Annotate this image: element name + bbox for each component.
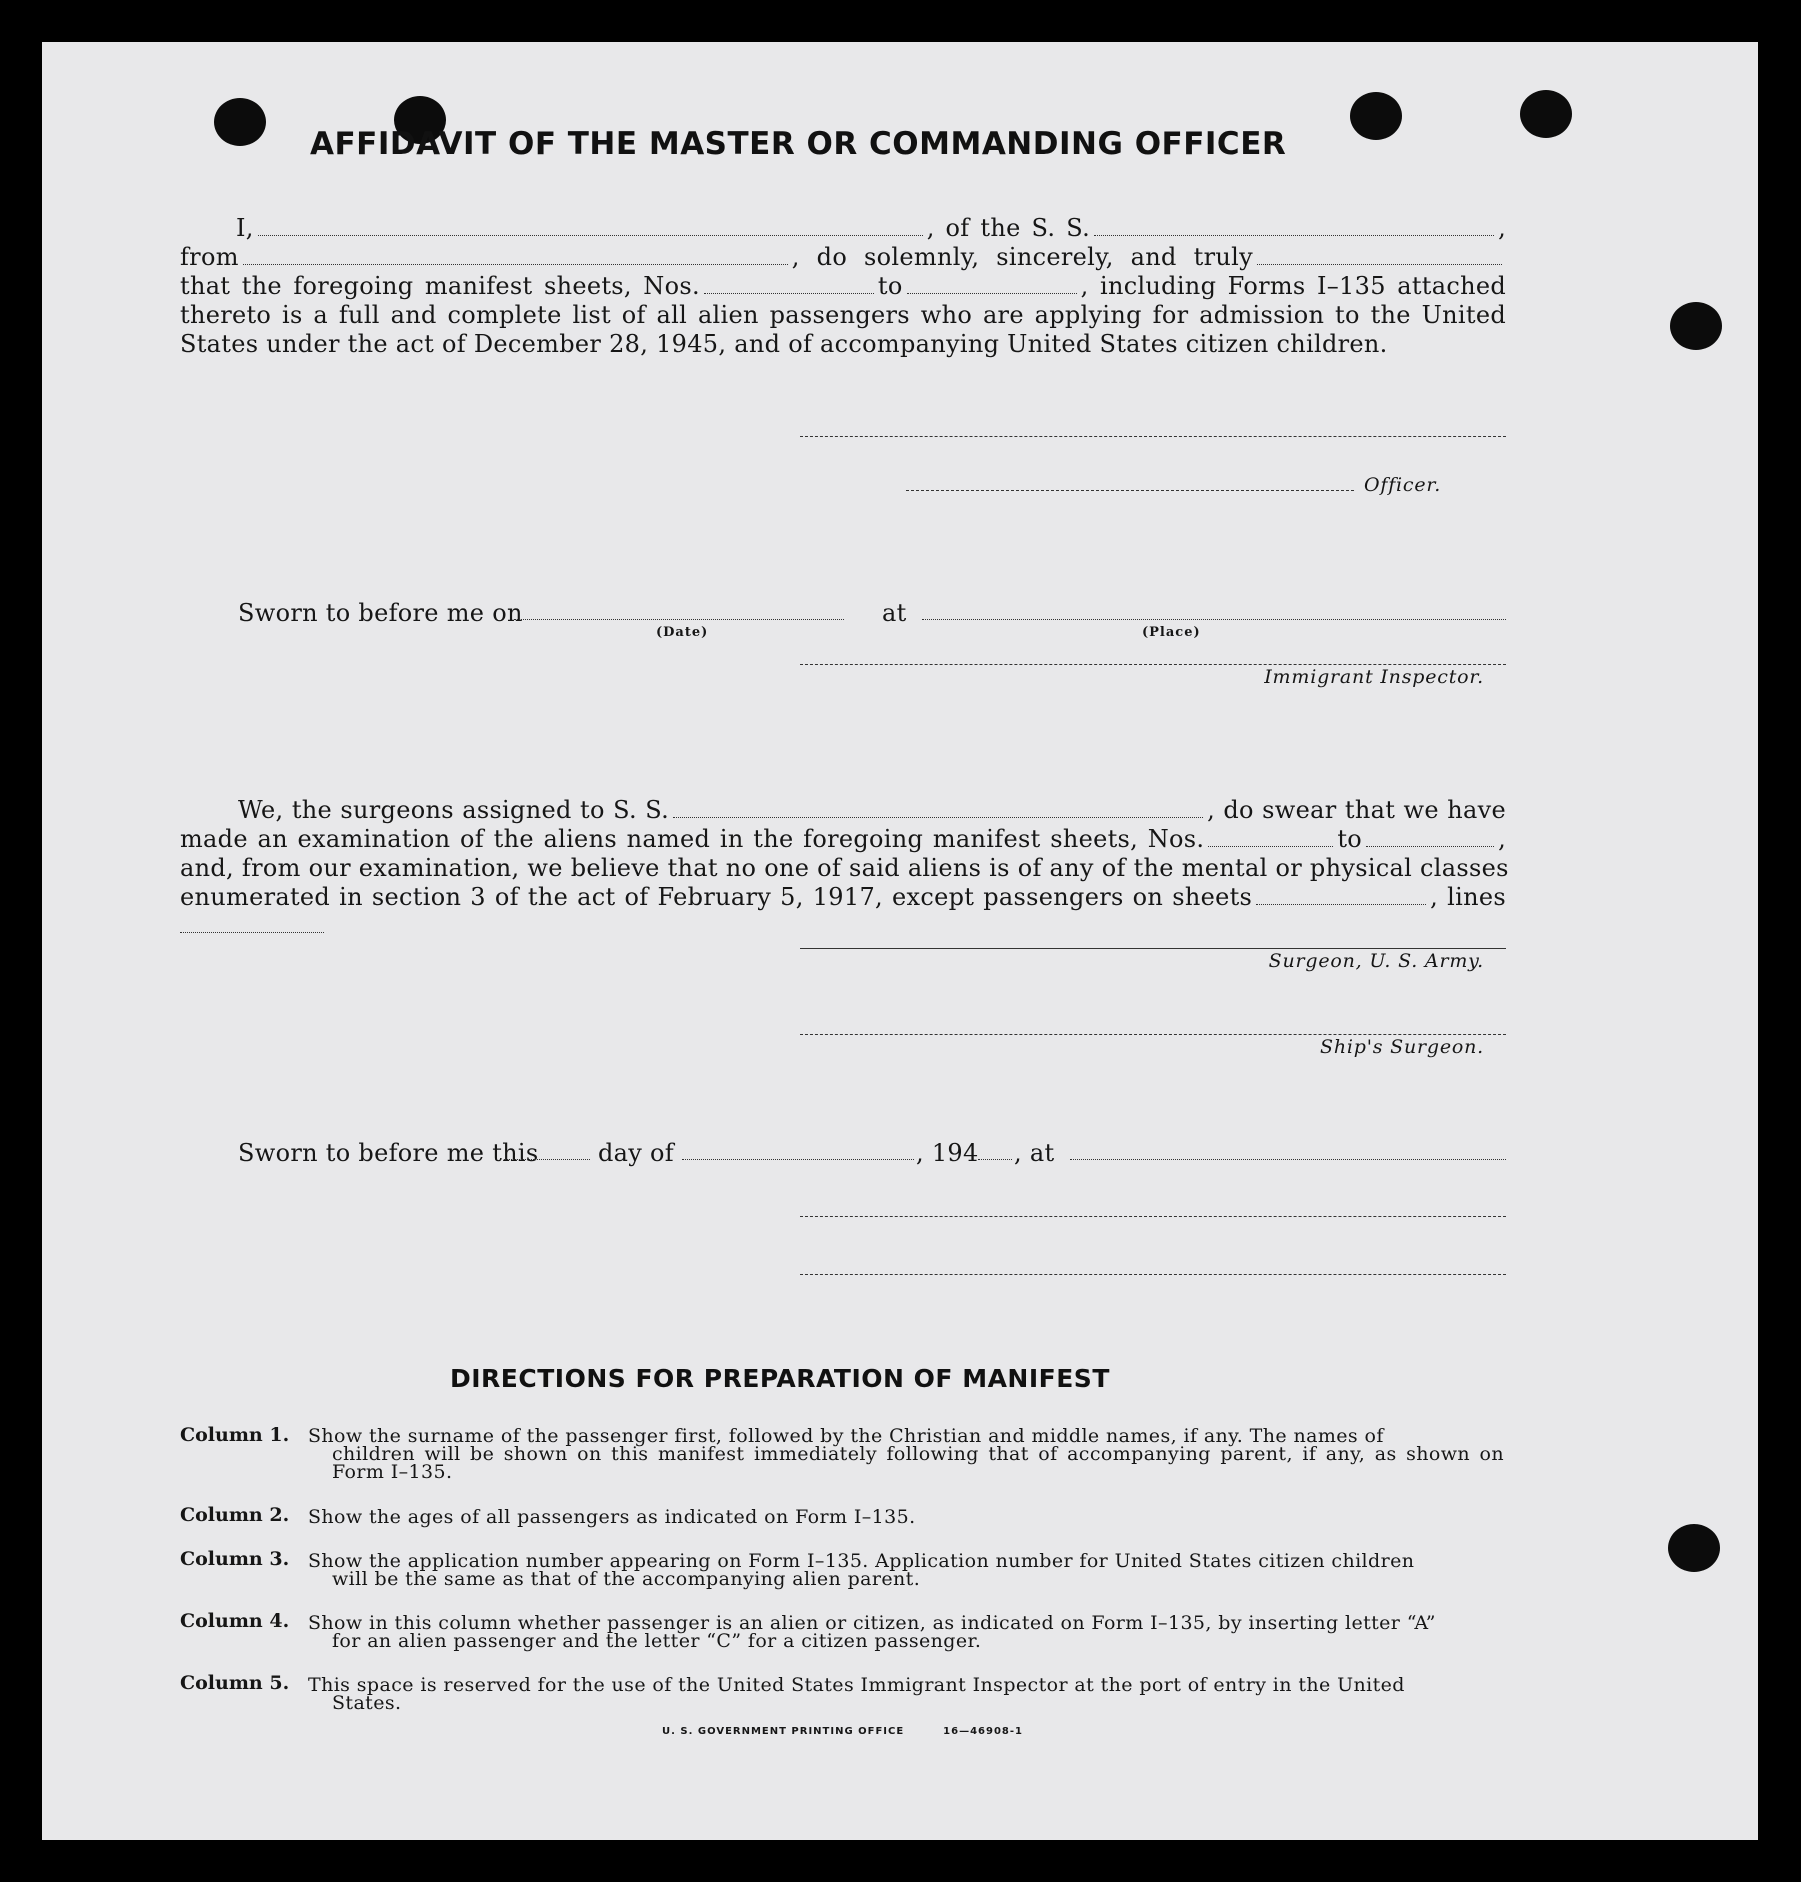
text: , — [1498, 214, 1506, 242]
column-4-label: Column 4. — [180, 1610, 290, 1632]
column-4-text — [308, 1614, 1504, 1650]
surgeons-line-1 — [180, 796, 1506, 825]
affidavit-line-4: thereto is a full and complete list of all alien passengers who are applying for admission to the United — [180, 301, 1506, 329]
text: Show the application number appearing on Form I–135. Application number for United States citizen children — [308, 1550, 1415, 1572]
affidavit-line-5: States under the act of December 28, 1945, and of accompanying United States citizen children. — [180, 330, 1388, 358]
affidavit-line-1 — [180, 214, 1506, 243]
text: will be the same as that of the accompanying alien parent. — [332, 1568, 921, 1590]
text: , do solemnly, sincerely, and truly — [791, 243, 1253, 271]
day-of-label: day of — [598, 1139, 674, 1167]
place-caption: (Place) — [1142, 625, 1201, 640]
column-2-label: Column 2. — [180, 1504, 290, 1526]
text: made an examination of the aliens named in the foregoing manifest sheets, Nos. — [180, 825, 1205, 853]
sworn-this-label: Sworn to before me this — [238, 1139, 539, 1167]
punch-hole — [1520, 90, 1572, 138]
form-page — [42, 42, 1758, 1840]
surgeons-line-2 — [180, 825, 1506, 854]
text: children will be shown on this manifest immediately following that of accompanying parent, if any, as shown on Form I–135. — [332, 1443, 1504, 1483]
punch-hole — [1668, 1524, 1720, 1572]
date-caption: (Date) — [656, 625, 709, 640]
text: enumerated in section 3 of the act of February 5, 1917, except passengers on sheets — [180, 883, 1253, 911]
column-1-label: Column 1. — [180, 1424, 290, 1446]
form-code: 16—46908-1 — [943, 1726, 1023, 1737]
at-label-2: , at — [1014, 1139, 1055, 1167]
column-2-text — [308, 1508, 1504, 1526]
column-3-text — [308, 1552, 1504, 1588]
text: Show in this column whether passenger is an alien or citizen, as indicated on Form I–135, by inserting letter “A” — [308, 1612, 1436, 1634]
ship-name-blank[interactable] — [1094, 217, 1494, 236]
title-line[interactable] — [800, 1274, 1506, 1275]
printer-text: U. S. GOVERNMENT PRINTING OFFICE — [662, 1726, 905, 1737]
sworn-on-label: Sworn to before me on — [238, 599, 523, 627]
signature-line[interactable] — [800, 1216, 1506, 1217]
lines-blank[interactable] — [180, 932, 324, 933]
surgeons-line-4 — [180, 883, 1506, 912]
text: I, — [236, 214, 254, 242]
text: , do swear that we have — [1207, 796, 1506, 824]
ship-surgeon-caption: Ship's Surgeon. — [1320, 1036, 1484, 1058]
column-3-label: Column 3. — [180, 1548, 290, 1570]
punch-hole — [1670, 302, 1722, 350]
text: , lines — [1430, 883, 1506, 911]
affidavit-line-3 — [180, 272, 1506, 301]
at-label: at — [882, 599, 907, 627]
month-blank[interactable] — [682, 1159, 914, 1160]
sheet-to-blank[interactable] — [907, 275, 1077, 294]
text: , of the S. S. — [926, 214, 1091, 242]
year-blank[interactable] — [978, 1159, 1012, 1160]
column-1-text — [308, 1427, 1504, 1481]
surgeons-sheet-to-blank[interactable] — [1366, 828, 1494, 847]
year-label: , 194 — [916, 1139, 979, 1167]
inspector-signature-line[interactable] — [800, 664, 1506, 665]
printer-footer — [662, 1726, 1023, 1737]
ship-surgeon-signature-line[interactable] — [800, 1034, 1506, 1035]
place-blank-2[interactable] — [1070, 1159, 1506, 1160]
officer-signature-line[interactable] — [800, 436, 1506, 437]
text: from — [180, 243, 239, 271]
place-blank[interactable] — [922, 619, 1506, 620]
text: that the foregoing manifest sheets, Nos. — [180, 272, 700, 300]
from-blank[interactable] — [243, 246, 788, 265]
surgeons-ship-blank[interactable] — [673, 799, 1203, 818]
surgeons-sheet-from-blank[interactable] — [1208, 828, 1333, 847]
officer-caption: Officer. — [1364, 474, 1442, 496]
text: to — [877, 272, 903, 300]
punch-hole — [1350, 92, 1402, 140]
text: Show the ages of all passengers as indicated on Form I–135. — [308, 1506, 916, 1528]
text: , — [1498, 825, 1506, 853]
column-5-text — [308, 1676, 1504, 1712]
directions-title: DIRECTIONS FOR PREPARATION OF MANIFEST — [450, 1364, 1110, 1393]
affidavit-title: AFFIDAVIT OF THE MASTER OR COMMANDING OFFICER — [310, 126, 1287, 162]
army-surgeon-signature-line[interactable] — [800, 948, 1506, 949]
text: to — [1337, 825, 1363, 853]
inspector-caption: Immigrant Inspector. — [1264, 666, 1484, 688]
day-blank[interactable] — [504, 1159, 590, 1160]
except-sheets-blank[interactable] — [1256, 886, 1426, 905]
oath-blank[interactable] — [1257, 246, 1502, 265]
sheet-from-blank[interactable] — [704, 275, 874, 294]
column-5-label: Column 5. — [180, 1672, 290, 1694]
affidavit-line-2 — [180, 243, 1506, 272]
army-surgeon-caption: Surgeon, U. S. Army. — [1268, 950, 1484, 972]
text: for an alien passenger and the letter “C” for a citizen passenger. — [332, 1630, 982, 1652]
name-blank[interactable] — [258, 217, 923, 236]
surgeons-line-3: and, from our examination, we believe that no one of said aliens is of any of the mental or physical classes — [180, 854, 1509, 882]
text: This space is reserved for the use of the United States Immigrant Inspector at the port of entry in the United — [308, 1674, 1405, 1696]
text: Show the surname of the passenger first, followed by the Christian and middle names, if any. The names of — [308, 1425, 1384, 1447]
text: States. — [332, 1692, 402, 1714]
officer-title-line[interactable] — [906, 490, 1354, 491]
text: , including Forms I–135 attached — [1080, 272, 1506, 300]
date-blank[interactable] — [514, 619, 844, 620]
text: We, the surgeons assigned to S. S. — [238, 796, 670, 824]
punch-hole — [214, 98, 266, 146]
